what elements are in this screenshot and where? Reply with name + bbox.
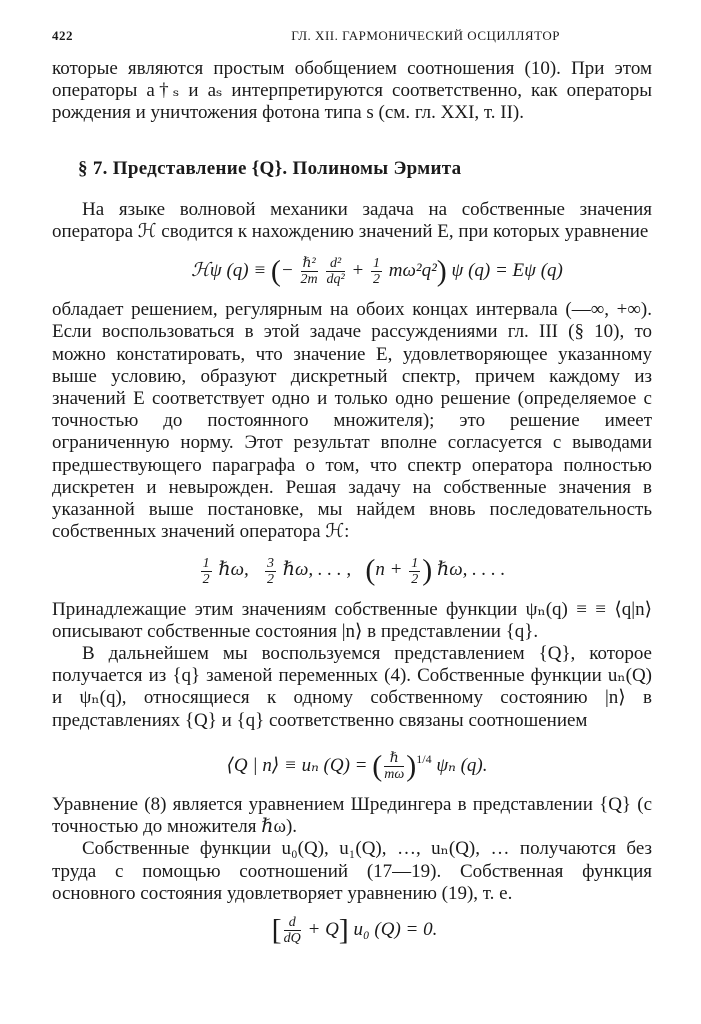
paragraph-1: которые являются простым обобщением соотношения (10). При этом операторы a†ₛ и aₛ интерпретируются соответственно, как операторы рождения и уничтожения фотона типа s (см. гл. XXI, т. II). <box>52 58 652 124</box>
equation-representation: ⟨Q | n⟩ ≡ uₙ (Q) = ( $\frac{\text{ℏ}}{m\omega}$ )$^{1/4}$ ψₙ (q). <box>226 749 488 783</box>
paragraph-6: Уравнение (8) является уравнением Шредингера в представлении {Q} (с точностью до множителя ℏω). <box>52 793 652 838</box>
running-title: ГЛ. XII. ГАРМОНИЧЕСКИЙ ОСЦИЛЛЯТОР <box>291 28 560 43</box>
section-title: § 7. Представление {Q}. Полиномы Эрмита <box>78 157 462 179</box>
paragraph-7: Собственные функции u₀(Q), u₁(Q), …, uₙ(Q), … получаются без труда с помощью соотношений (17—19). Собственная функция основного состояния удовлетворяет уравнению (19), т. е. <box>52 838 652 904</box>
book-page <box>52 28 652 946</box>
paragraph-5: В дальнейшем мы воспользуемся представлением {Q}, которое получается из {q} заменой переменных (4). Собственные функции uₙ(Q) и ψₙ(q), относящиеся к одному собственному состоянию |n⟩ в представлениях {Q} и {q} соответственно связаны соотношением <box>52 642 652 731</box>
equation-hamiltonian: ℋψ (q) ≡ (− $\frac{\text{ℏ²}}{2m}$ $\frac{\text{d²}}{\text{dq²}}$ + $\frac{1}{2}$ mω²q²) ψ (q) = Eψ (q) <box>191 254 563 288</box>
page-header <box>52 28 652 44</box>
equation-ground-state: [ $\frac{d}{dQ}$ + Q] u₀ (Q) = 0. <box>271 913 438 947</box>
paragraph-2: На языке волновой механики задача на собственные значения оператора ℋ сводится к нахождению значений E, при которых уравнение <box>52 198 652 242</box>
paragraph-4: Принадлежащие этим значениям собственные функции ψₙ(q) ≡ ≡ ⟨q|n⟩ описывают собственные состояния |n⟩ в представлении {q}. <box>52 598 652 642</box>
paragraph-3: обладает решением, регулярным на обоих концах интервала (—∞, +∞). Если воспользоваться в этой задаче рассуждениями гл. III (§ 10), то можно констатировать, что значение E, удовлетворяющее указанному выше условию, образуют дискретный спектр, причем каждому из значений E соответствует одно и только одно решение (определяемое с точностью до постоянного множителя); это решение имеет ограниченную норму. Этот результат вполне согласуется с выводами предшествующего параграфа о том, что спектр оператора полностью дискретен и невырожден. Решая задачу на собственные значения в указанной выше постановке, мы найдем вновь последовательность собственных значений оператора ℋ: <box>52 299 652 543</box>
equation-eigenvalues: $\frac{1}{2}$ ℏω, $\frac{3}{2}$ ℏω, . . . , (n + $\frac{1}{2}$ ) ℏω, . . . . <box>202 554 506 588</box>
page-number: 422 <box>52 28 73 43</box>
